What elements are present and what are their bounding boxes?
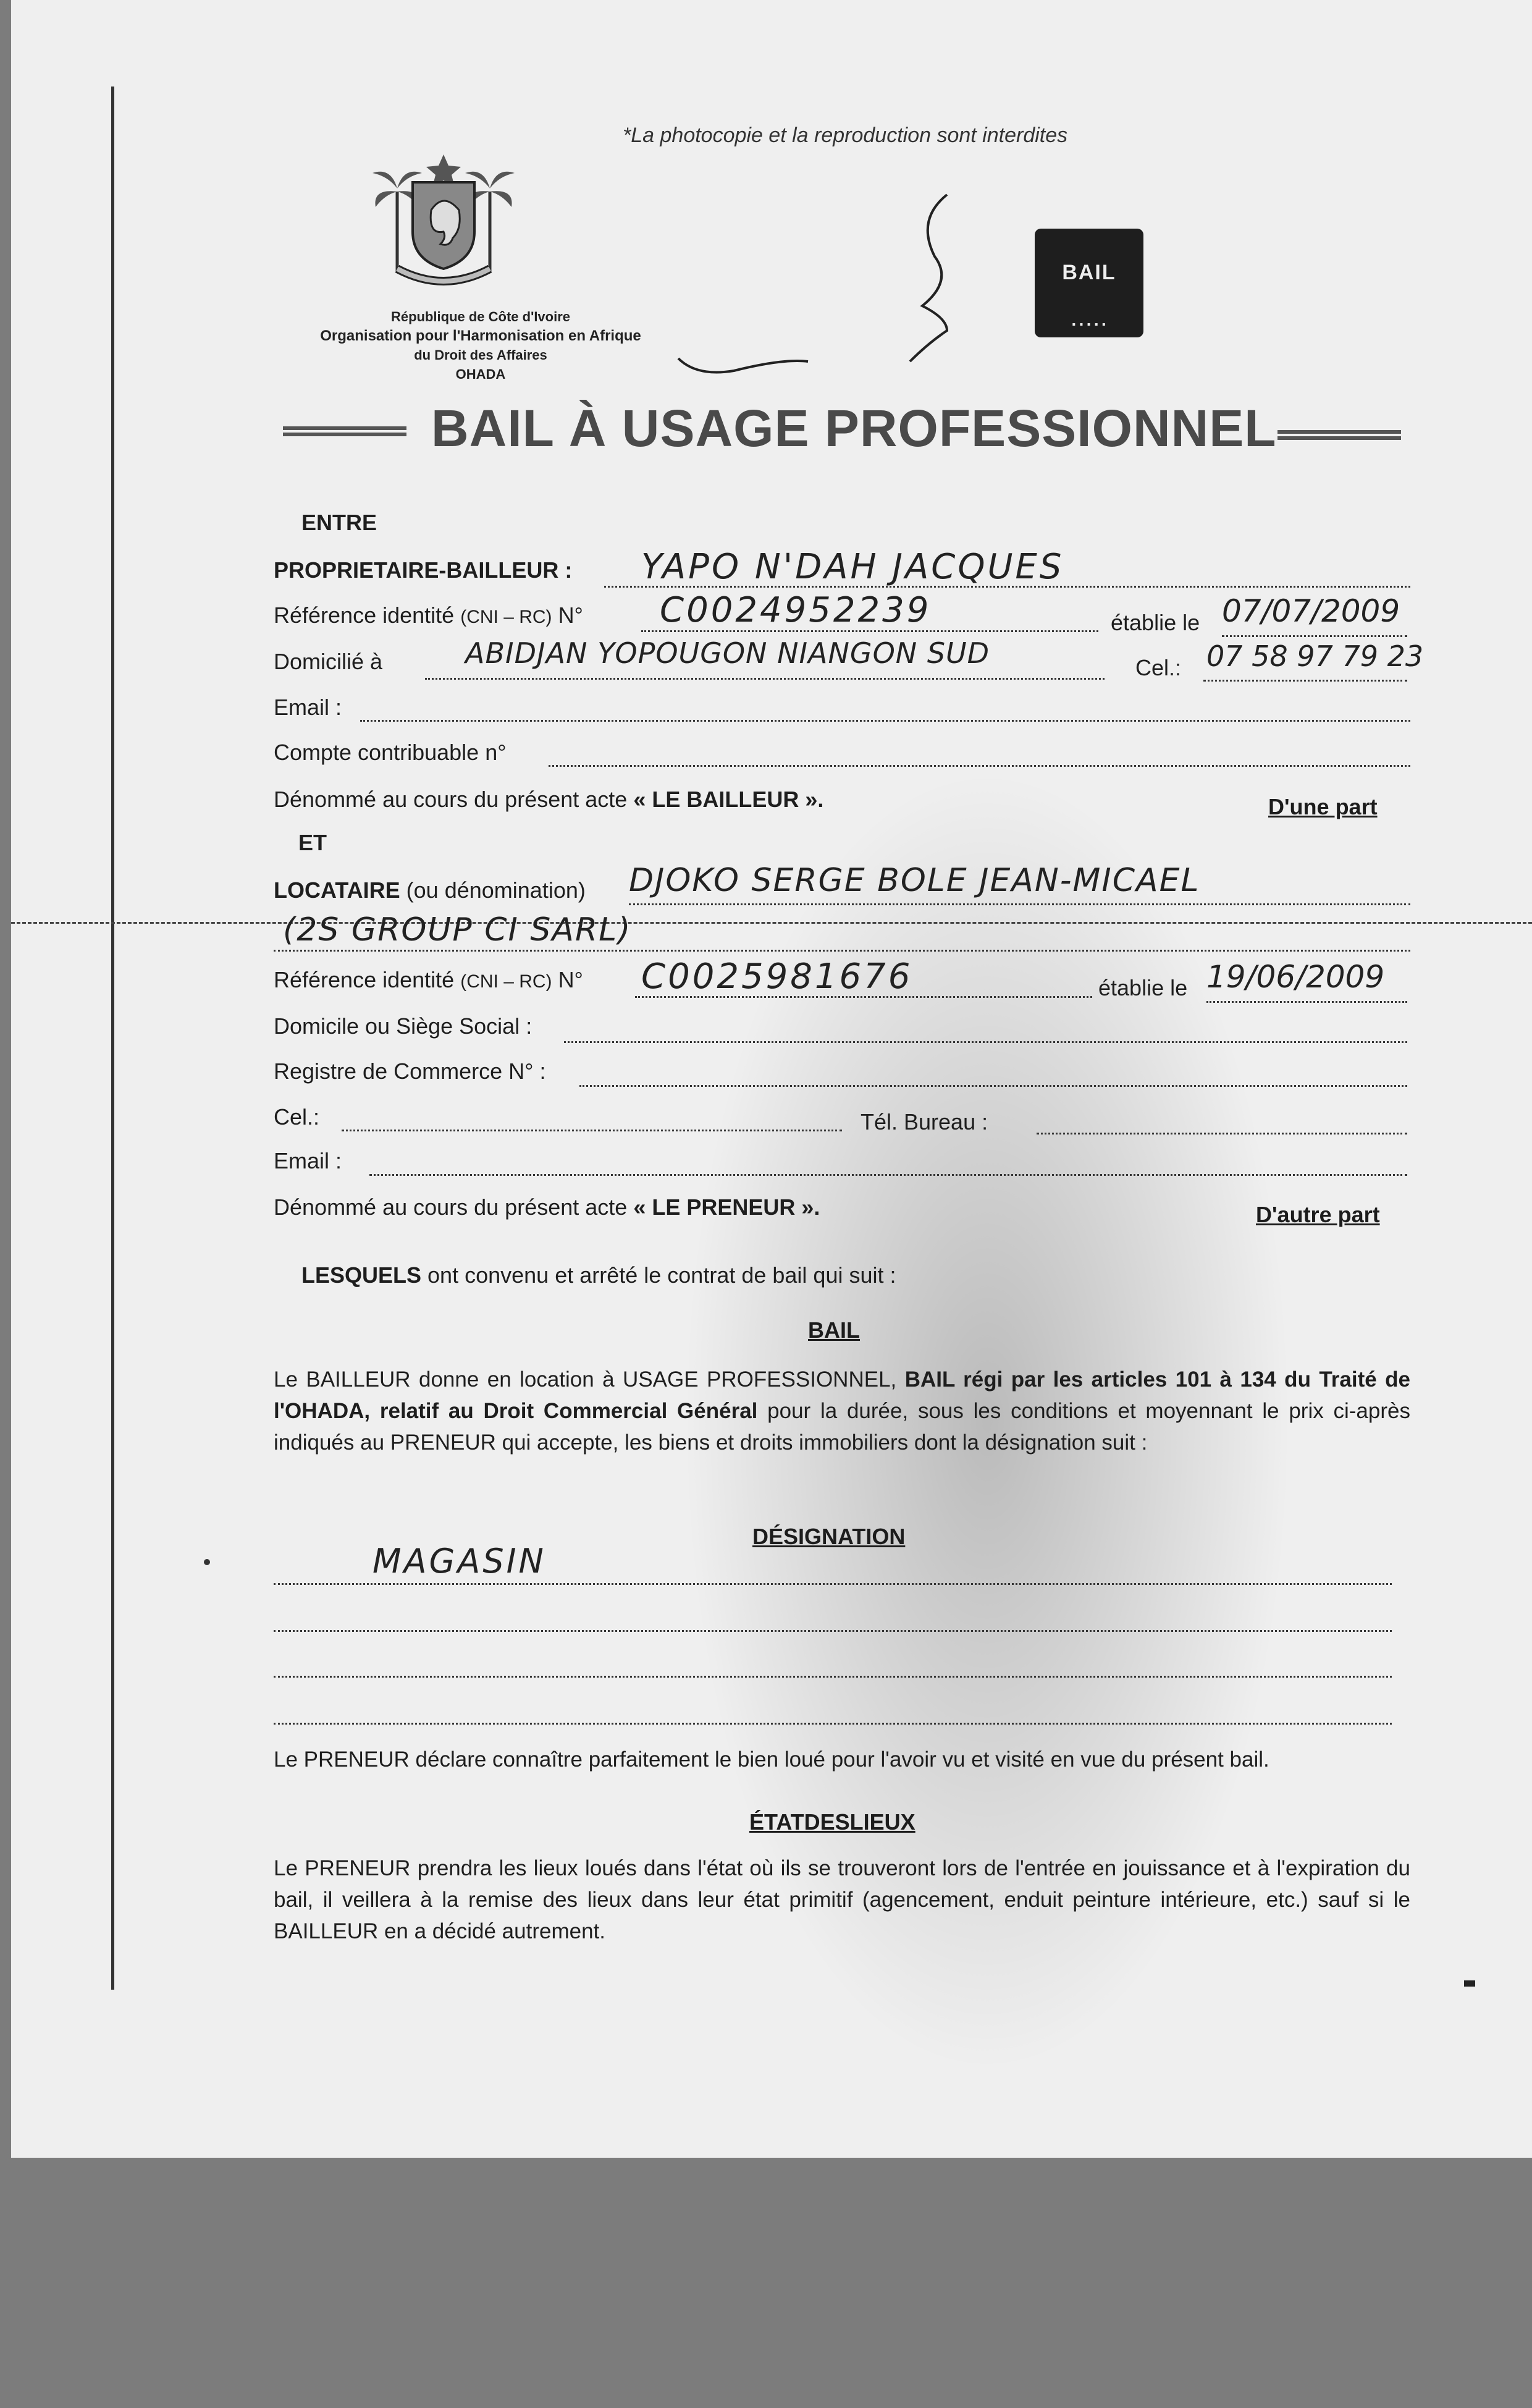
designation-dots-3 — [274, 1676, 1392, 1678]
bailleur-designation: Dénommé au cours du présent acte « LE BAILLEUR ». — [274, 787, 824, 812]
et-label: ET — [298, 830, 327, 855]
declaration-text: Le PRENEUR déclare connaître parfaitement le bien loué pour l'avoir vu et visité en vue du présent bail. — [274, 1747, 1269, 1772]
ref-dots — [641, 630, 1098, 632]
tenant-issued-value: 19/06/2009 — [1206, 959, 1385, 995]
tax-label: Compte contribuable n° — [274, 740, 507, 765]
ref-label: Référence identité (CNI – RC) N° — [274, 602, 583, 628]
title-bar-left — [283, 426, 406, 436]
ref-value: C0024952239 — [660, 590, 932, 630]
document-page — [11, 0, 1532, 2158]
fold-line — [11, 922, 1532, 924]
coat-of-arms-icon — [372, 148, 515, 297]
owner-label: PROPRIETAIRE-BAILLEUR : — [274, 557, 573, 583]
issued-dots — [1222, 635, 1407, 637]
designation-dots-4 — [274, 1723, 1392, 1725]
designation-dots-1 — [274, 1583, 1392, 1585]
cel-label: Cel.: — [1135, 655, 1182, 680]
republic-line: Organisation pour l'Harmonisation en Afrique — [320, 327, 641, 344]
bail-heading: BAIL — [808, 1317, 860, 1343]
tenant-value-2: (2S GROUP CI SARL) — [283, 911, 632, 948]
tenant-email-dots — [369, 1174, 1407, 1176]
email-dots — [360, 720, 1410, 722]
registry-dots — [579, 1085, 1407, 1087]
designation-value: MAGASIN — [372, 1542, 546, 1581]
copy-notice: *La photocopie et la reproduction sont interdites — [623, 124, 1068, 147]
entre-label: ENTRE — [301, 510, 377, 535]
registry-label: Registre de Commerce N° : — [274, 1058, 546, 1084]
tenant-label: LOCATAIRE (ou dénomination) — [274, 877, 586, 903]
office-phone-dots — [1037, 1133, 1407, 1134]
domicile-dots — [425, 678, 1105, 680]
d-une-part: D'une part — [1268, 794, 1378, 819]
republic-line: OHADA — [455, 366, 506, 382]
domicile-label: Domicilié à — [274, 649, 383, 674]
tenant-ref-value: C0025981676 — [641, 957, 913, 997]
etat-heading: ÉTATDESLIEUX — [749, 1809, 915, 1835]
office-phone-label: Tél. Bureau : — [861, 1109, 988, 1134]
republic-header — [295, 307, 666, 384]
d-autre-part: D'autre part — [1256, 1202, 1380, 1227]
tenant-domicile-dots — [564, 1041, 1407, 1043]
tenant-dots — [629, 903, 1410, 905]
etat-paragraph: Le PRENEUR prendra les lieux loués dans l'état où ils se trouveront lors de l'entrée en jouissance et à l'expiration du bail, il veillera à la remise des lieux dans leur état primitif (agencement, enduit peinture intérieure, etc.) sauf si le BAILLEUR en a décidé autrement. — [274, 1856, 1410, 1943]
designation-dots-2 — [274, 1630, 1392, 1632]
owner-value: YAPO N'DAH JACQUES — [641, 547, 1064, 587]
bullet-mark — [204, 1559, 210, 1565]
tenant-domicile-label: Domicile ou Siège Social : — [274, 1013, 532, 1039]
signature-scribble — [672, 185, 981, 389]
document-title: BAIL À USAGE PROFESSIONNEL — [431, 399, 1277, 457]
cel-value: 07 58 97 79 23 — [1206, 640, 1424, 673]
stamp-label: BAIL — [1062, 261, 1116, 284]
title-bar-right — [1277, 430, 1401, 440]
bail-paragraph: Le BAILLEUR donne en location à USAGE PROFESSIONNEL, BAIL régi par les articles 101 à 134 du Traité de l'OHADA, relatif au Droit Commercial Général pour la durée, sous les conditions et moyennant le prix ci-après indiqués au PRENEUR qui accepte, les biens et droits immobiliers dont la désignation suit : — [274, 1367, 1410, 1455]
tenant-ref-label: Référence identité (CNI – RC) N° — [274, 967, 583, 992]
tenant-email-label: Email : — [274, 1148, 342, 1173]
corner-mark — [1464, 1980, 1475, 1987]
tenant-dots-2 — [274, 950, 1410, 952]
republic-line: République de Côte d'Ivoire — [390, 309, 571, 324]
designation-heading: DÉSIGNATION — [752, 1524, 906, 1549]
tax-dots — [549, 765, 1410, 767]
republic-line: du Droit des Affaires — [414, 347, 547, 363]
cel-dots — [1203, 680, 1407, 682]
fiscal-stamp: BAIL ▪ ▪ ▪ ▪ ▪ — [1035, 229, 1143, 337]
email-label: Email : — [274, 695, 342, 720]
issued-label: établie le — [1111, 610, 1200, 635]
lesquels-line: LESQUELS ont convenu et arrêté le contrat de bail qui suit : — [301, 1262, 896, 1288]
tenant-value-1: DJOKO SERGE BOLE JEAN-MICAEL — [629, 862, 1200, 899]
preneur-designation: Dénommé au cours du présent acte « LE PRENEUR ». — [274, 1194, 820, 1220]
left-border-line — [111, 87, 114, 1990]
domicile-value: ABIDJAN YOPOUGON NIANGON SUD — [465, 636, 990, 670]
tenant-cel-label: Cel.: — [274, 1104, 320, 1130]
tenant-issued-label: établie le — [1098, 975, 1188, 1000]
issued-value: 07/07/2009 — [1222, 593, 1400, 629]
tenant-cel-dots — [342, 1130, 842, 1131]
tenant-issued-dots — [1206, 1001, 1407, 1003]
